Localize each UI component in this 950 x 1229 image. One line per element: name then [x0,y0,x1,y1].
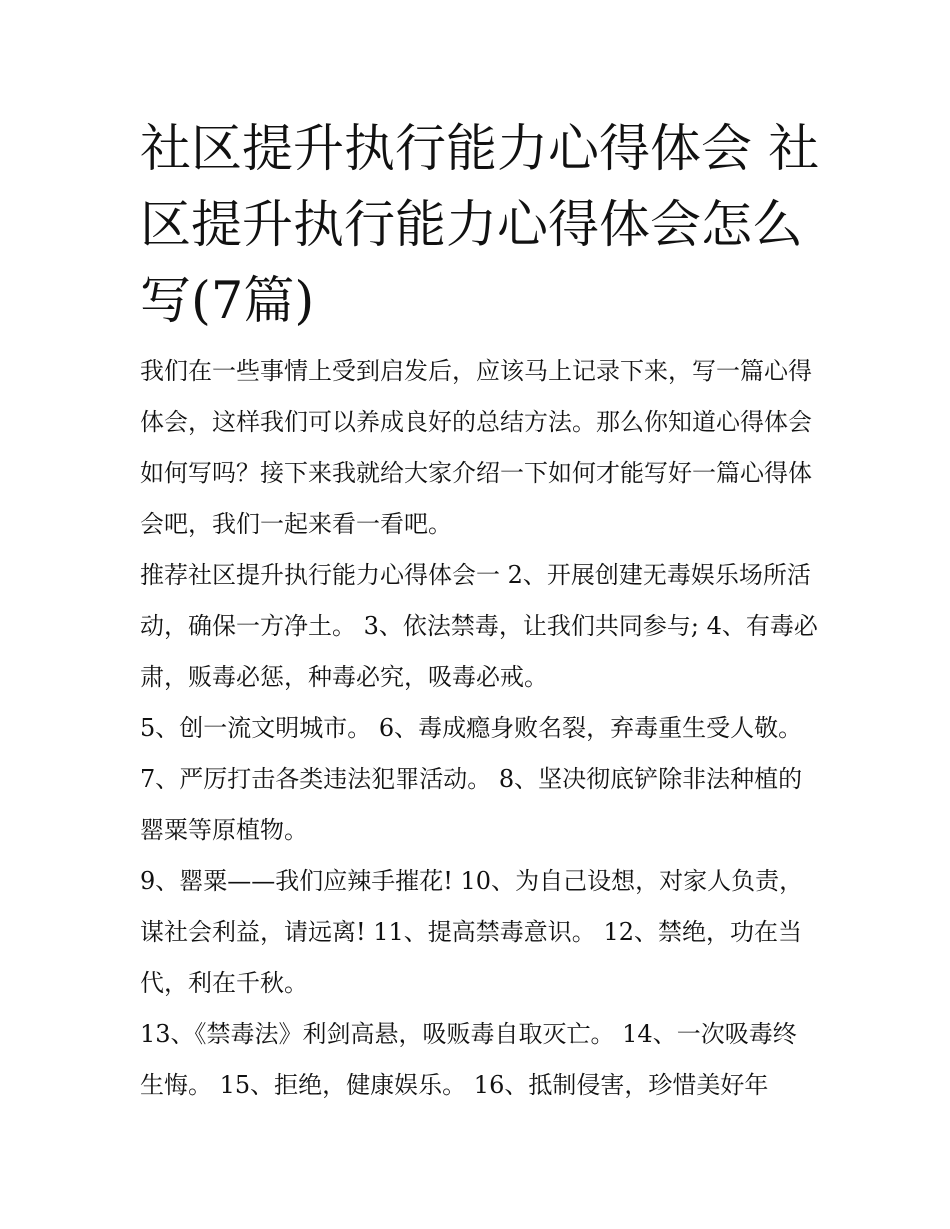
paragraph-slogans-3: 9、罂粟——我们应辣手摧花! 10、为自己设想，对家人负责，谋社会利益，请远离! 11、提高禁毒意识。 12、禁绝，功在当代，利在千秋。 [140,867,804,997]
paragraph-slogans-4: 13、《禁毒法》利剑高悬，吸贩毒自取灭亡。 14、一次吸毒终生悔。 15、拒绝，健康娱乐。 16、抵制侵害，珍惜美好年 [140,1020,797,1099]
document-page [140,112,820,1111]
paragraph-slogans-1: 推荐社区提升执行能力心得体会一 2、开展创建无毒娱乐场所活动，确保一方净土。 3、依法禁毒，让我们共同参与; 4、有毒必肃，贩毒必惩，种毒必究，吸毒必戒。 [140,561,818,691]
document-title: 社区提升执行能力心得体会 社区提升执行能力心得体会怎么写(7篇) [140,120,820,331]
paragraph-slogans-2: 5、创一流文明城市。 6、毒成瘾身败名裂，弃毒重生受人敬。 7、严厉打击各类违法犯罪活动。 8、坚决彻底铲除非法种植的罂粟等原植物。 [140,714,803,844]
paragraph-intro: 我们在一些事情上受到启发后，应该马上记录下来，写一篇心得体会，这样我们可以养成良好的总结方法。那么你知道心得体会如何写吗？接下来我就给大家介绍一下如何才能写好一篇心得体会吧，我们一起来看一看吧。 [140,357,812,538]
